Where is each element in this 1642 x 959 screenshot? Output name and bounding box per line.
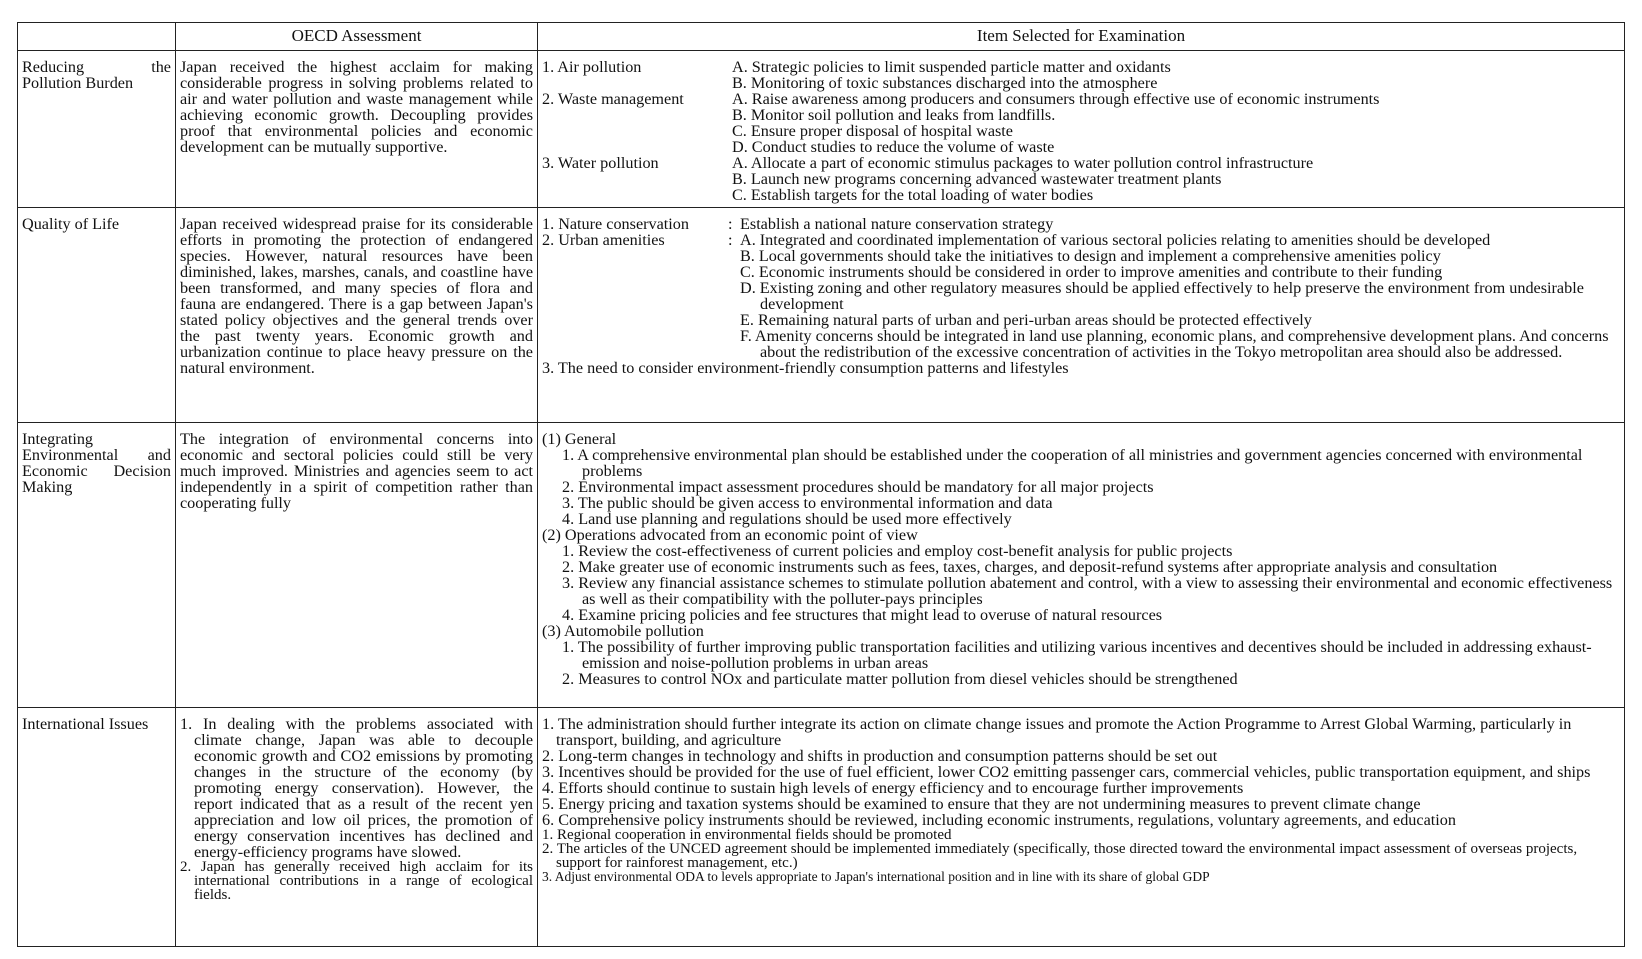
area-cell: Quality of Life <box>18 208 176 423</box>
list-item: B. Monitor soil pollution and leaks from landfills. <box>732 106 1056 124</box>
list-item: 1. Regional cooperation in environmental fields should be promoted <box>542 827 952 843</box>
item-category: 1. Air pollution <box>542 58 642 76</box>
items-cell <box>538 208 1625 423</box>
assessment-cell: The integration of environmental concerns into economic and sectoral policies could still be very much improved. Ministries and agencies seem to act independently in a spirit of competition rather than cooperating fully <box>176 423 538 708</box>
item-category: 2. Urban amenities <box>542 231 665 249</box>
list-item: 4. Examine pricing policies and fee structures that might lead to overuse of natural resources <box>562 606 1163 624</box>
list-item: D. Conduct studies to reduce the volume of waste <box>732 138 1055 156</box>
header-oecd-assessment: OECD Assessment <box>176 23 538 51</box>
list-item: 4. Land use planning and regulations should be used more effectively <box>562 510 1012 528</box>
table-row <box>18 51 1625 208</box>
item-group <box>542 155 1620 203</box>
item-category: 2. Waste management <box>542 90 684 108</box>
assessment-cell: Japan received the highest acclaim for making considerable progress in solving problems related to air and water pollution and waste management while achieving economic growth. Decoupling provides proof that environmental policies and economic development can be mutually supportive. <box>176 51 538 208</box>
list-item: A. Strategic policies to limit suspended particle matter and oxidants <box>732 58 1171 76</box>
items-cell <box>538 708 1625 947</box>
colon-separator: : <box>728 215 733 233</box>
table-row <box>18 708 1625 947</box>
list-item: 1. The possibility of further improving public transportation facilities and utilizing various incentives and decentives should be included in addressing exhaust-emission and noise-pollution problems in urban areas <box>562 638 1592 672</box>
list-item: A. Allocate a part of economic stimulus packages to water pollution control infrastructure <box>732 154 1314 172</box>
section-title: (2) Operations advocated from an economic point of view <box>542 526 918 544</box>
list-item: B. Local governments should take the initiatives to design and implement a comprehensive amenities policy <box>740 247 1441 265</box>
list-item: 5. Energy pricing and taxation systems should be examined to ensure that they are not undermining measures to prevent climate change <box>542 795 1421 813</box>
header-row <box>18 23 1625 51</box>
assessment-cell <box>176 708 538 947</box>
list-item: A. Raise awareness among producers and consumers through effective use of economic instruments <box>732 90 1380 108</box>
list-item: 3. The public should be given access to environmental information and data <box>562 494 1053 512</box>
list-item: E. Remaining natural parts of urban and peri-urban areas should be protected effectively <box>740 311 1312 329</box>
colon-separator: : <box>728 231 733 249</box>
items-cell <box>538 423 1625 708</box>
list-item: 2. Environmental impact assessment procedures should be mandatory for all major projects <box>562 478 1154 496</box>
list-item: 1. A comprehensive environmental plan should be established under the cooperation of all ministries and government agencies concerned with environmental problems <box>562 446 1583 480</box>
section-title: (1) General <box>542 430 617 448</box>
list-item: 2. The articles of the UNCED agreement should be implemented immediately (specifically, those directed toward the environmental impact assessment of overseas projects, support for rainforest management, etc.) <box>542 841 1578 871</box>
list-item: A. Integrated and coordinated implementation of various sectoral policies relating to amenities should be developed <box>740 231 1491 249</box>
item-group <box>542 59 1620 91</box>
area-cell: International Issues <box>18 708 176 947</box>
list-item: Establish a national nature conservation strategy <box>740 215 1054 233</box>
table-row <box>18 423 1625 708</box>
item-category: 3. Water pollution <box>542 154 659 172</box>
list-item: C. Ensure proper disposal of hospital waste <box>732 122 1013 140</box>
list-item: D. Existing zoning and other regulatory measures should be applied effectively to help preserve the environment from undesirable development <box>740 279 1584 313</box>
list-item: 2. Long-term changes in technology and shifts in production and consumption patterns should be set out <box>542 747 1218 765</box>
item-group <box>542 91 1620 155</box>
assessment-paragraph: 1. In dealing with the problems associated with climate change, Japan was able to decouple economic growth and CO2 emissions by promoting changes in the structure of the economy (by promoting energy conservation). However, the report indicated that as a result of the recent yen appreciation and low oil prices, the promotion of energy conservation incentives has declined and energy-efficiency programs have slowed. <box>180 715 533 861</box>
list-item: C. Economic instruments should be considered in order to improve amenities and contribute to their funding <box>740 263 1443 281</box>
oecd-review-table <box>17 22 1625 947</box>
header-blank-cell <box>18 23 176 51</box>
list-item: 1. Review the cost-effectiveness of current policies and employ cost-benefit analysis for public projects <box>562 542 1233 560</box>
list-item: B. Launch new programs concerning advanced wastewater treatment plants <box>732 170 1222 188</box>
item-group <box>542 232 1620 248</box>
list-item: 3. Incentives should be provided for the use of fuel efficient, lower CO2 emitting passenger cars, commercial vehicles, public transportation equipment, and ships <box>542 763 1591 781</box>
list-item: 2. Measures to control NOx and particulate matter pollution from diesel vehicles should be strengthened <box>562 670 1238 688</box>
item-group <box>542 216 1620 232</box>
list-item: 3. Review any financial assistance schemes to stimulate pollution abatement and control, with a view to assessing their environmental and economic effectiveness as well as their compatibility with the polluter-pays principles <box>562 574 1613 608</box>
list-item: 2. Make greater use of economic instruments such as fees, taxes, charges, and deposit-refund systems after appropriate analysis and consultation <box>562 558 1498 576</box>
list-item: 3. The need to consider environment-friendly consumption patterns and lifestyles <box>542 359 1069 377</box>
section-title: (3) Automobile pollution <box>542 622 704 640</box>
items-cell <box>538 51 1625 208</box>
header-item-selected: Item Selected for Examination <box>538 23 1625 51</box>
list-item: 1. The administration should further integrate its action on climate change issues and promote the Action Programme to Arrest Global Warming, particularly in transport, building, and agriculture <box>542 715 1572 749</box>
list-item: F. Amenity concerns should be integrated in land use planning, economic plans, and comprehensive development plans. And concerns about the redistribution of the excessive concentration of activities in the Tokyo metropolitan area should also be addressed. <box>740 327 1609 361</box>
area-cell: Integrating Environmental and Economic Decision Making <box>18 423 176 708</box>
list-item: 3. Adjust environmental ODA to levels appropriate to Japan's international position and in line with its share of global GDP <box>542 869 1210 884</box>
list-item: B. Monitoring of toxic substances discharged into the atmosphere <box>732 74 1158 92</box>
list-item: 4. Efforts should continue to sustain high levels of energy efficiency and to encourage further improvements <box>542 779 1244 797</box>
list-item: C. Establish targets for the total loading of water bodies <box>732 186 1094 204</box>
assessment-paragraph: 2. Japan has generally received high acclaim for its international contributions in a range of ecological fields. <box>180 859 533 903</box>
table-row <box>18 208 1625 423</box>
list-item: 6. Comprehensive policy instruments should be reviewed, including economic instruments, regulations, voluntary agreements, and education <box>542 811 1456 829</box>
assessment-cell: Japan received widespread praise for its considerable efforts in promoting the protection of endangered species. However, natural resources have been diminished, lakes, marshes, canals, and coastline have been transformed, and many species of flora and fauna are endangered. There is a gap between Japan's stated policy objectives and the general trends over the past twenty years. Economic growth and urbanization continue to place heavy pressure on the natural environment. <box>176 208 538 423</box>
area-cell: Reducing the Pollution Burden <box>18 51 176 208</box>
item-category: 1. Nature conservation <box>542 215 689 233</box>
